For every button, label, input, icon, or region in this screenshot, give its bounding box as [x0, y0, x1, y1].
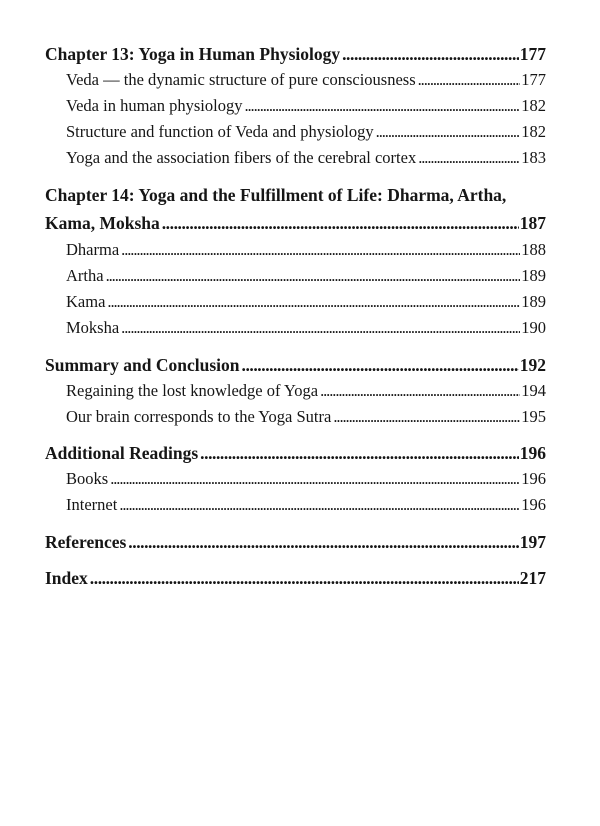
toc-page-number: 182 — [521, 96, 546, 115]
toc-page-number: 190 — [521, 318, 546, 337]
toc-page-number: 194 — [521, 381, 546, 400]
toc-subentry — [66, 318, 546, 344]
dot-leader — [418, 148, 520, 168]
toc-subentry — [66, 70, 546, 96]
toc-subentry — [66, 148, 546, 174]
toc-subentry — [66, 292, 546, 318]
toc-page-number: 196 — [519, 443, 546, 463]
toc-chapter-14 — [45, 213, 546, 239]
toc-page-number: 195 — [521, 407, 546, 426]
toc-page-number: 189 — [521, 292, 546, 311]
toc-entry-title: Veda in human physiology — [66, 96, 243, 115]
toc-subentry — [66, 240, 546, 266]
dot-leader — [418, 70, 521, 90]
toc-entry-title: Additional Readings — [45, 443, 199, 463]
toc-page-number: 189 — [521, 266, 546, 285]
toc-subentry — [66, 469, 546, 495]
toc-references — [45, 532, 546, 558]
toc-entry-title: Dharma — [66, 240, 120, 259]
toc-entry-title: Chapter 13: Yoga in Human Physiology — [45, 44, 341, 64]
toc-entry-title: Internet — [66, 495, 118, 514]
dot-leader — [121, 240, 520, 260]
dot-leader — [110, 469, 520, 489]
dot-leader — [162, 213, 519, 234]
dot-leader — [376, 122, 521, 142]
toc-entry-title: Structure and function of Veda and physiology — [66, 122, 374, 141]
toc-entry-title: Kama, Moksha — [45, 213, 160, 233]
toc-page-number: 197 — [519, 532, 546, 552]
toc-subentry — [66, 96, 546, 122]
toc-entry-title: Artha — [66, 266, 104, 285]
toc-entry-title: Books — [66, 469, 109, 488]
toc-entry-title: Our brain corresponds to the Yoga Sutra — [66, 407, 332, 426]
toc-page-number: 196 — [521, 495, 546, 514]
dot-leader — [342, 44, 519, 65]
dot-leader — [119, 495, 520, 515]
dot-leader — [106, 266, 521, 286]
toc-entry-title: Moksha — [66, 318, 120, 337]
toc-subentry — [66, 495, 546, 521]
toc-page-number: 187 — [519, 213, 546, 233]
toc-page-number: 177 — [519, 44, 546, 64]
toc-page-number: 192 — [519, 355, 546, 375]
dot-leader — [128, 532, 518, 553]
dot-leader — [107, 292, 520, 312]
toc-entry-title: Index — [45, 568, 88, 588]
dot-leader — [244, 96, 520, 116]
toc-subentry — [66, 266, 546, 292]
dot-leader — [121, 318, 520, 338]
toc-entry-title: References — [45, 532, 127, 552]
toc-subentry — [66, 407, 546, 433]
toc-entry-title: Regaining the lost knowledge of Yoga — [66, 381, 319, 400]
toc-page-number: 183 — [521, 148, 546, 167]
toc-additional-readings — [45, 443, 546, 469]
dot-leader — [242, 355, 519, 376]
dot-leader — [200, 443, 519, 464]
toc-chapter-14-title-line-1: Chapter 14: Yoga and the Fulfillment of Life: Dharma, Artha, — [45, 185, 507, 205]
toc-page-number: 188 — [521, 240, 546, 259]
toc-entry-title: Yoga and the association fibers of the cerebral cortex — [66, 148, 417, 167]
toc-subentry — [66, 122, 546, 148]
toc-entry-title: Kama — [66, 292, 106, 311]
dot-leader — [320, 381, 520, 401]
dot-leader — [90, 568, 519, 589]
toc-chapter-13 — [45, 44, 546, 70]
toc-index — [45, 568, 546, 594]
toc-page-number: 182 — [521, 122, 546, 141]
toc-entry-title: Veda — the dynamic structure of pure consciousness — [66, 70, 416, 89]
toc-page-number: 177 — [521, 70, 546, 89]
toc-page-number: 217 — [519, 568, 546, 588]
toc-page-number: 196 — [521, 469, 546, 488]
toc-subentry — [66, 381, 546, 407]
toc-summary-and-conclusion — [45, 355, 546, 381]
toc-entry-title: Summary and Conclusion — [45, 355, 240, 375]
dot-leader — [333, 407, 520, 427]
